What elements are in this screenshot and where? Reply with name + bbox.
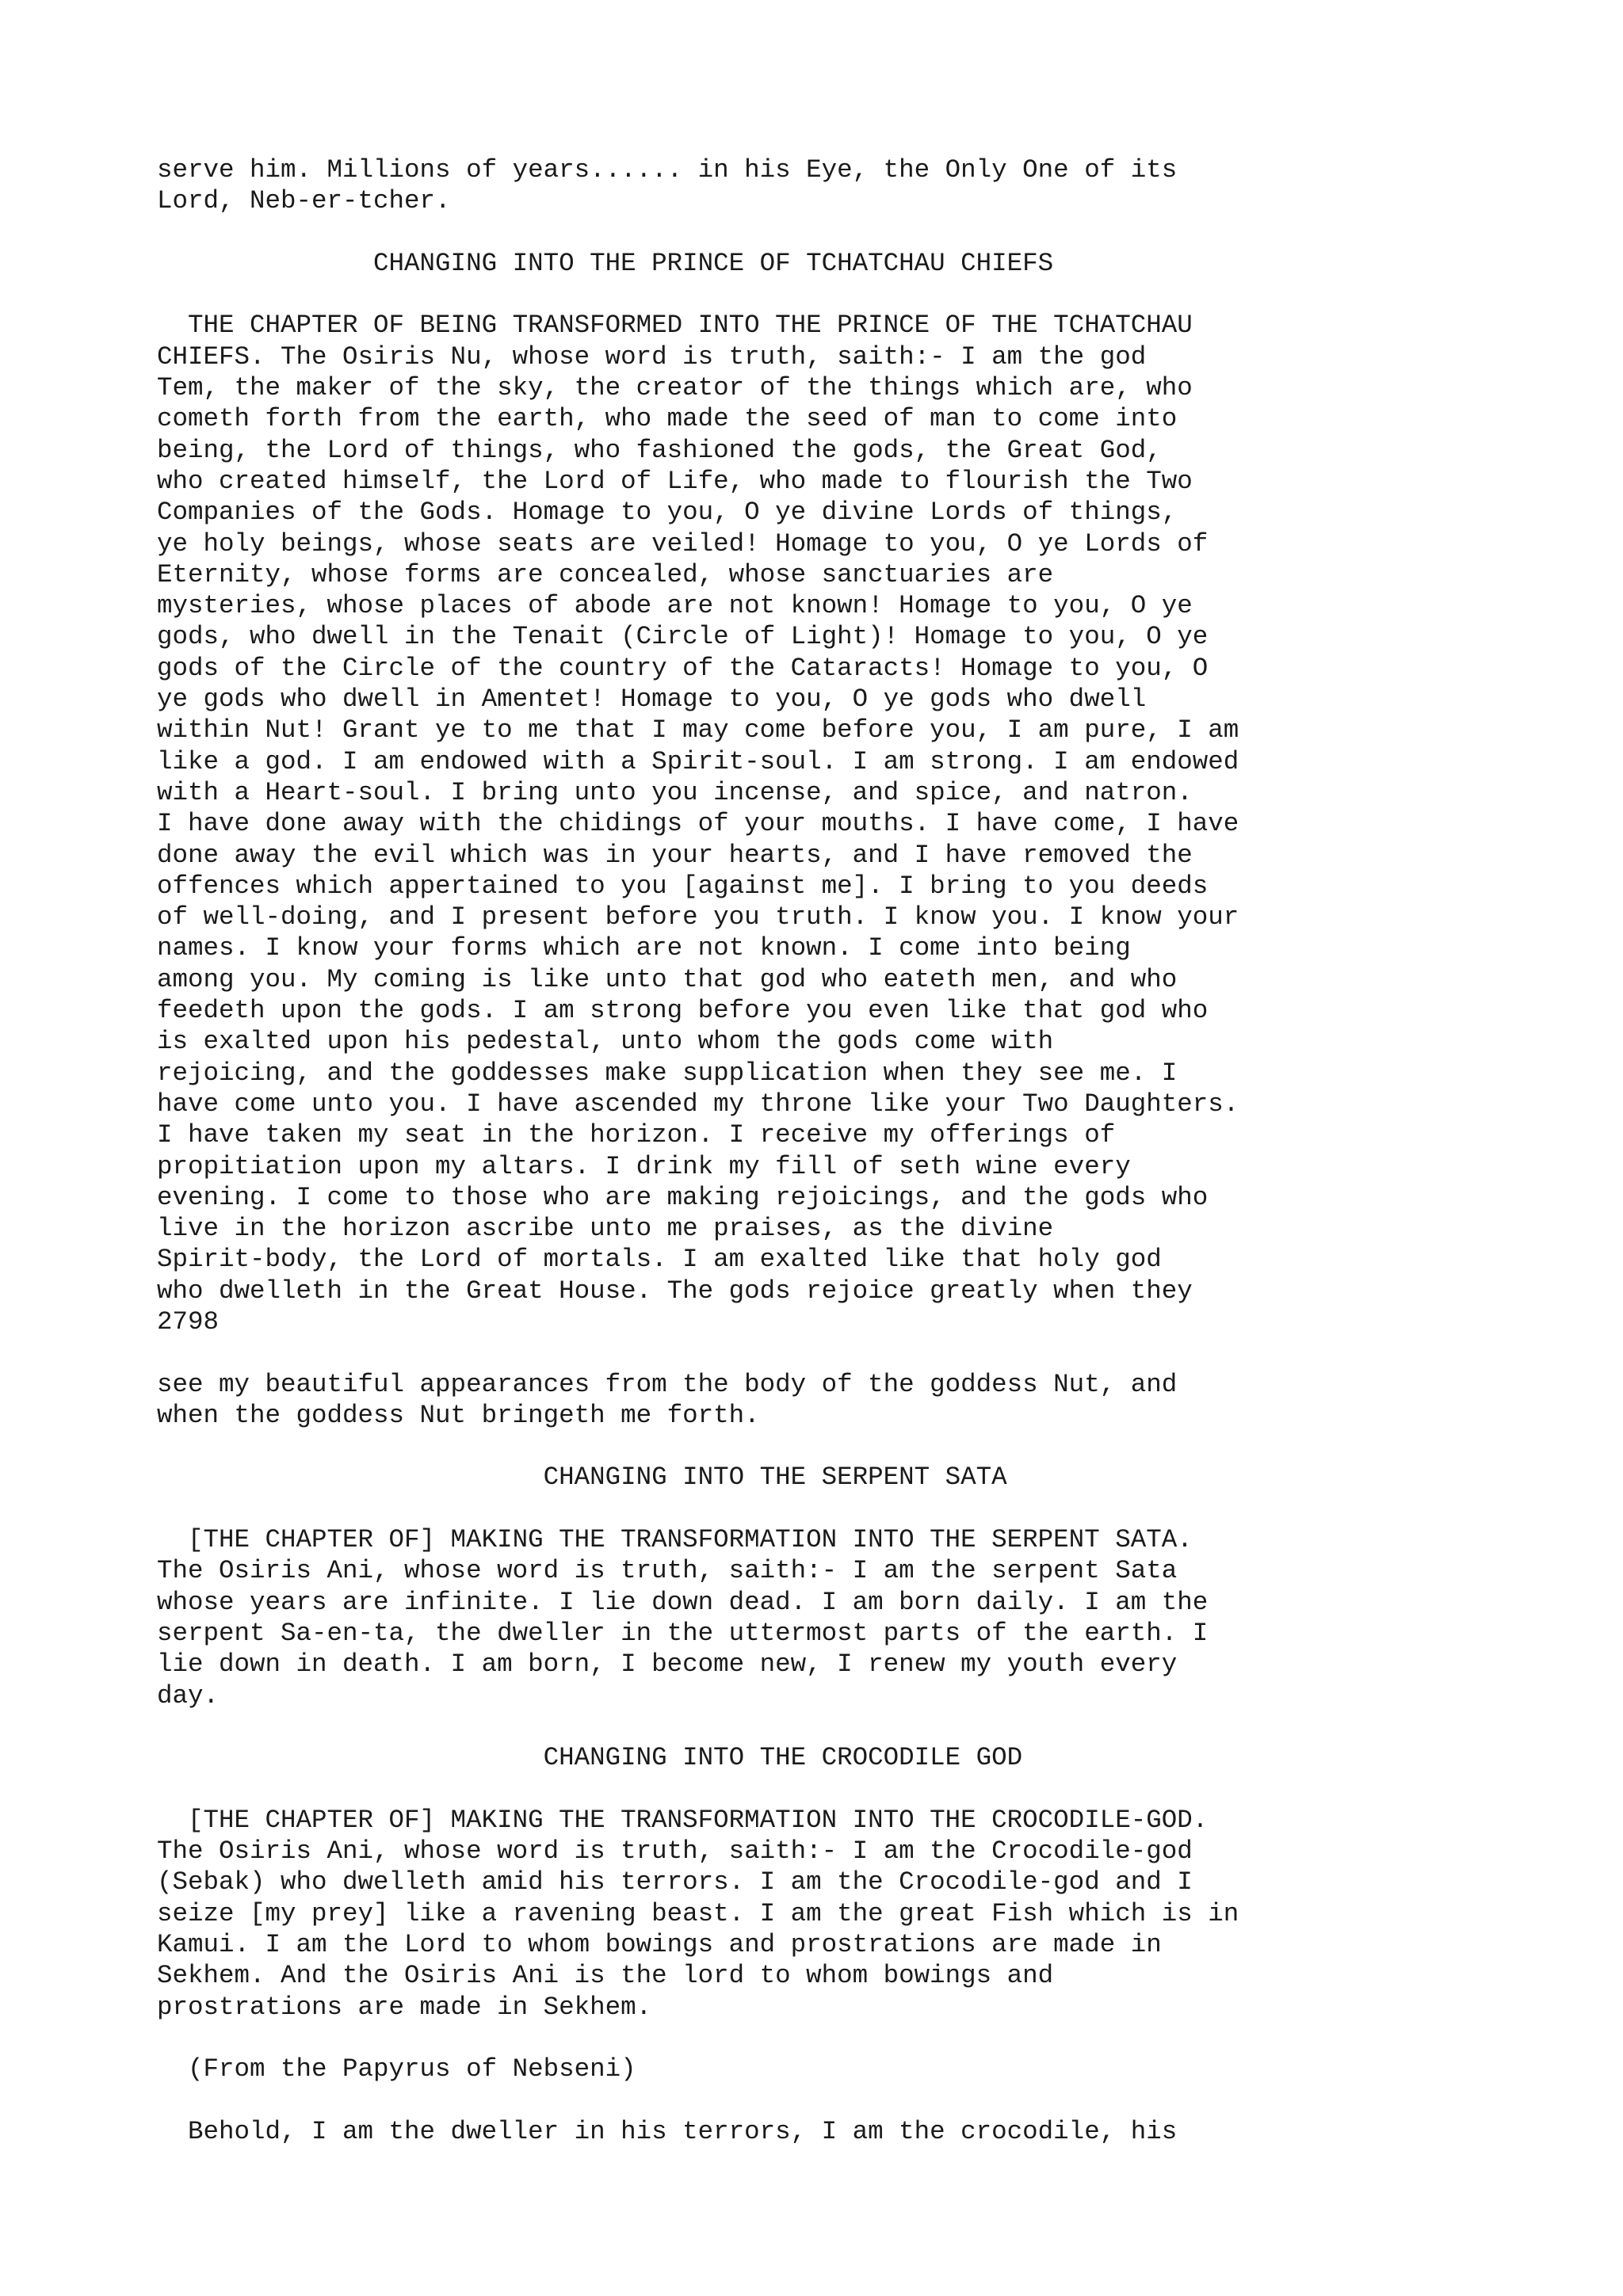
text-line: serve him. Millions of years...... in his Eye, the Only One of its xyxy=(157,155,1178,185)
text-line: day. xyxy=(157,1680,220,1711)
text-line: Sekhem. And the Osiris Ani is the lord to whom bowings and xyxy=(157,1961,1054,1991)
text-line: seize [my prey] like a ravening beast. I am the great Fish which is in xyxy=(157,1898,1239,1928)
text-line: of well-doing, and I present before you truth. I know you. I know your xyxy=(157,902,1239,933)
text-line: I have taken my seat in the horizon. I receive my offerings of xyxy=(157,1120,1116,1150)
text-line: propitiation upon my altars. I drink my fill of seth wine every xyxy=(157,1151,1131,1181)
blank-line xyxy=(157,279,1583,310)
text-line: names. I know your forms which are not known. I come into being xyxy=(157,933,1131,963)
blank-line xyxy=(157,1773,1583,1804)
text-line: Companies of the Gods. Homage to you, O ye divine Lords of things, xyxy=(157,498,1178,528)
text-line: Kamui. I am the Lord to whom bowings and prostrations are made in xyxy=(157,1929,1162,1959)
text-line: with a Heart-soul. I bring unto you incense, and spice, and natron. xyxy=(157,777,1193,807)
text-line: evening. I come to those who are making rejoicings, and the gods who xyxy=(157,1182,1209,1212)
text-line: lie down in death. I am born, I become new, I renew my youth every xyxy=(157,1650,1178,1680)
text-line: ye holy beings, whose seats are veiled! Homage to you, O ye Lords of xyxy=(157,528,1209,559)
text-line: when the goddess Nut bringeth me forth. xyxy=(157,1400,760,1430)
text-line: done away the evil which was in your hearts, and I have removed the xyxy=(157,840,1193,870)
text-line: serpent Sa-en-ta, the dweller in the uttermost parts of the earth. I xyxy=(157,1618,1209,1648)
text-line: like a god. I am endowed with a Spirit-soul. I am strong. I am endowed xyxy=(157,746,1239,776)
text-line: THE CHAPTER OF BEING TRANSFORMED INTO THE PRINCE OF THE TCHATCHAU xyxy=(157,311,1193,341)
text-line: within Nut! Grant ye to me that I may come before you, I am pure, I am xyxy=(157,715,1239,746)
text-line: have come unto you. I have ascended my throne like your Two Daughters. xyxy=(157,1089,1239,1119)
text-line: gods of the Circle of the country of the Cataracts! Homage to you, O xyxy=(157,653,1209,683)
text-line: The Osiris Ani, whose word is truth, saith:- I am the Crocodile-god xyxy=(157,1836,1193,1867)
text-line: live in the horizon ascribe unto me praises, as the divine xyxy=(157,1214,1054,1244)
text-line: CHANGING INTO THE SERPENT SATA xyxy=(157,1463,1007,1493)
text-line: The Osiris Ani, whose word is truth, saith:- I am the serpent Sata xyxy=(157,1556,1178,1586)
text-line: Tem, the maker of the sky, the creator of the things which are, who xyxy=(157,373,1193,403)
text-line: (Sebak) who dwelleth amid his terrors. I am the Crocodile-god and I xyxy=(157,1867,1193,1897)
text-line: see my beautiful appearances from the body of the goddess Nut, and xyxy=(157,1369,1178,1399)
text-line: CHANGING INTO THE PRINCE OF TCHATCHAU CHIEFS xyxy=(157,248,1054,278)
blank-line xyxy=(157,217,1583,248)
text-line: ye gods who dwell in Amentet! Homage to you, O ye gods who dwell xyxy=(157,685,1147,715)
text-line: who dwelleth in the Great House. The gods rejoice greatly when they xyxy=(157,1276,1193,1306)
text-line: CHANGING INTO THE CROCODILE GOD xyxy=(157,1743,1023,1773)
text-line: 2798 xyxy=(157,1306,220,1337)
text-line: gods, who dwell in the Tenait (Circle of Light)! Homage to you, O ye xyxy=(157,622,1209,652)
blank-line xyxy=(157,1711,1583,1742)
text-line: is exalted upon his pedestal, unto whom the gods come with xyxy=(157,1027,1054,1057)
text-line: [THE CHAPTER OF] MAKING THE TRANSFORMATION INTO THE CROCODILE-GOD. xyxy=(157,1805,1209,1835)
blank-line xyxy=(157,1493,1583,1524)
text-line: [THE CHAPTER OF] MAKING THE TRANSFORMATION INTO THE SERPENT SATA. xyxy=(157,1525,1193,1555)
blank-line xyxy=(157,1431,1583,1462)
blank-line xyxy=(157,1337,1583,1368)
blank-line xyxy=(157,2084,1583,2115)
text-line: I have done away with the chidings of your mouths. I have come, I have xyxy=(157,809,1239,839)
text-line: rejoicing, and the goddesses make supplication when they see me. I xyxy=(157,1058,1178,1088)
text-line: whose years are infinite. I lie down dead. I am born daily. I am the xyxy=(157,1587,1209,1617)
text-line: cometh forth from the earth, who made the seed of man to come into xyxy=(157,404,1178,434)
text-line: being, the Lord of things, who fashioned the gods, the Great God, xyxy=(157,435,1162,465)
text-line: Behold, I am the dweller in his terrors, I am the crocodile, his xyxy=(157,2116,1178,2146)
blank-line xyxy=(157,2023,1583,2054)
text-line: feedeth upon the gods. I am strong before you even like that god who xyxy=(157,996,1209,1026)
document-page xyxy=(157,154,1583,2147)
text-line: prostrations are made in Sekhem. xyxy=(157,1992,652,2022)
text-line: CHIEFS. The Osiris Nu, whose word is truth, saith:- I am the god xyxy=(157,341,1147,372)
text-line: mysteries, whose places of abode are not known! Homage to you, O ye xyxy=(157,591,1193,621)
text-line: (From the Papyrus of Nebseni) xyxy=(157,2054,636,2084)
text-line: who created himself, the Lord of Life, who made to flourish the Two xyxy=(157,466,1193,496)
text-line: Lord, Neb-er-tcher. xyxy=(157,186,451,216)
text-line: Spirit-body, the Lord of mortals. I am exalted like that holy god xyxy=(157,1245,1162,1275)
text-line: among you. My coming is like unto that god who eateth men, and who xyxy=(157,964,1178,994)
text-line: Eternity, whose forms are concealed, whose sanctuaries are xyxy=(157,559,1054,589)
text-line: offences which appertained to you [against me]. I bring to you deeds xyxy=(157,871,1209,901)
